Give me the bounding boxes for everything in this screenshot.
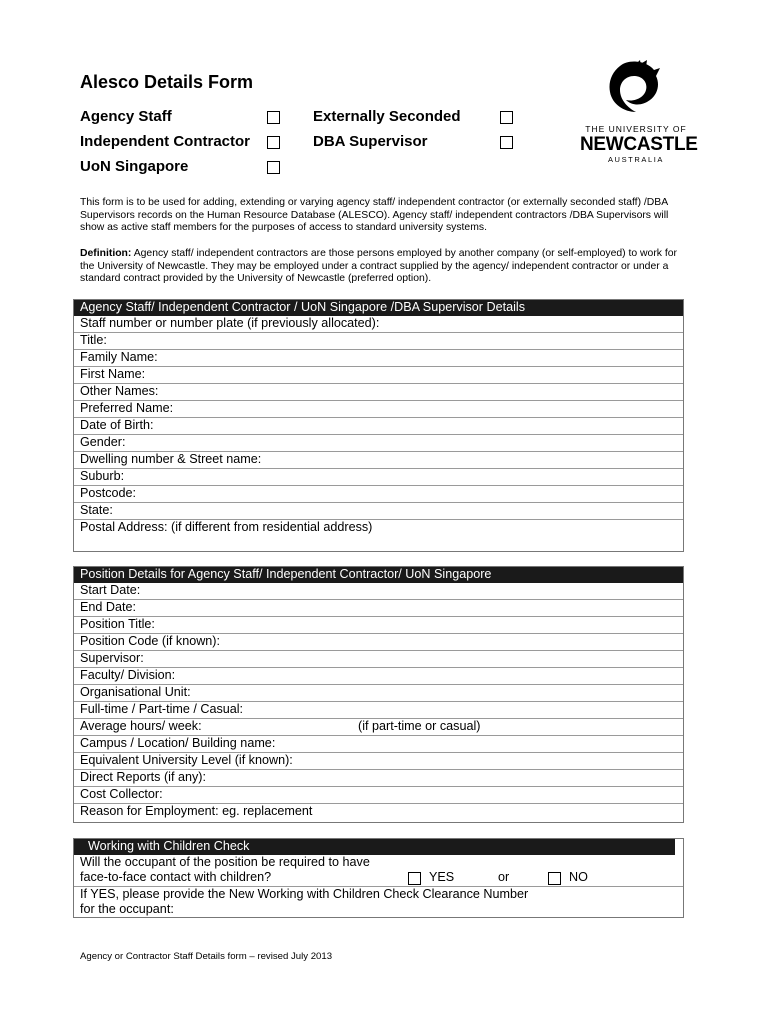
field-postal-address[interactable]: Postal Address: (if different from residential address) (80, 520, 373, 534)
wwc-header: Working with Children Check (74, 839, 675, 855)
definition-paragraph (80, 248, 690, 286)
wwc-followup-line1: If YES, please provide the New Working with Children Check Clearance Number (80, 887, 529, 901)
externally-seconded-label: Externally Seconded (313, 108, 461, 125)
uon-singapore-label: UoN Singapore (80, 158, 189, 175)
seahorse-crest-icon (606, 60, 662, 120)
field-title[interactable]: Title: (74, 333, 683, 350)
wwc-question-line1: Will the occupant of the position be required to have (80, 855, 370, 869)
wwc-yes-checkbox[interactable] (408, 872, 421, 885)
independent-contractor-label: Independent Contractor (80, 133, 251, 150)
field-street[interactable]: Dwelling number & Street name: (74, 452, 683, 469)
field-cost-collector[interactable]: Cost Collector: (74, 787, 683, 804)
field-gender[interactable]: Gender: (74, 435, 683, 452)
wwc-question-row (74, 870, 683, 887)
definition-text: Agency staff/ independent contractors are those persons employed by another company (or self-employed) to work for the University of Newcastle. They may be employed under a contract supplied by the agency/ independent contractor or under a standard contract provided by the University of Newcastle (preferred option). (80, 248, 677, 285)
field-supervisor[interactable]: Supervisor: (74, 651, 683, 668)
field-organisational-unit[interactable]: Organisational Unit: (74, 685, 683, 702)
definition-label: Definition: (80, 248, 132, 259)
footer-revision-note: Agency or Contractor Staff Details form – revised July 2013 (80, 951, 333, 962)
field-position-title[interactable]: Position Title: (74, 617, 683, 634)
intro-paragraph: This form is to be used for adding, extending or varying agency staff/ independent contractor (or externally seconded staff) /DBA Supervisors records on the Human Resource Database (ALESCO). Agency staff/ independent contractors /DBA Supervisors will show as active staff members for the purposes of access to standard university systems. (80, 197, 669, 234)
wwc-followup-line2[interactable]: for the occupant: (80, 902, 174, 916)
field-start-date[interactable]: Start Date: (74, 583, 683, 600)
externally-seconded-checkbox[interactable] (500, 111, 513, 124)
personal-details-header: Agency Staff/ Independent Contractor / UoN Singapore /DBA Supervisor Details (74, 300, 683, 316)
position-details-section (73, 566, 684, 823)
field-campus-location[interactable]: Campus / Location/ Building name: (74, 736, 683, 753)
wwc-no-label: NO (569, 870, 588, 884)
form-title: Alesco Details Form (80, 72, 254, 92)
field-university-level[interactable]: Equivalent University Level (if known): (74, 753, 683, 770)
logo-text-university-of: THE UNIVERSITY OF (585, 124, 687, 134)
average-hours-label: Average hours/ week: (80, 719, 202, 733)
field-average-hours[interactable] (74, 719, 683, 736)
field-family-name[interactable]: Family Name: (74, 350, 683, 367)
wwc-section (73, 838, 684, 918)
field-date-of-birth[interactable]: Date of Birth: (74, 418, 683, 435)
field-end-date[interactable]: End Date: (74, 600, 683, 617)
field-faculty-division[interactable]: Faculty/ Division: (74, 668, 683, 685)
wwc-no-checkbox[interactable] (548, 872, 561, 885)
dba-supervisor-label: DBA Supervisor (313, 133, 428, 150)
wwc-question-line2: face-to-face contact with children? (80, 870, 272, 884)
field-preferred-name[interactable]: Preferred Name: (74, 401, 683, 418)
field-other-names[interactable]: Other Names: (74, 384, 683, 401)
logo-text-australia: AUSTRALIA (607, 155, 665, 164)
logo-text-newcastle: NEWCASTLE (580, 134, 698, 155)
average-hours-note: (if part-time or casual) (358, 719, 481, 733)
position-details-header: Position Details for Agency Staff/ Independent Contractor/ UoN Singapore (74, 567, 683, 583)
field-postcode[interactable]: Postcode: (74, 486, 683, 503)
field-position-code[interactable]: Position Code (if known): (74, 634, 683, 651)
field-staff-number[interactable]: Staff number or number plate (if previously allocated): (74, 316, 683, 333)
wwc-yes-label: YES (429, 870, 455, 884)
agency-staff-label: Agency Staff (80, 108, 172, 125)
field-employment-type[interactable]: Full-time / Part-time / Casual: (74, 702, 683, 719)
wwc-or-label: or (498, 870, 510, 884)
field-state[interactable]: State: (74, 503, 683, 520)
uon-singapore-checkbox[interactable] (267, 161, 280, 174)
field-direct-reports[interactable]: Direct Reports (if any): (74, 770, 683, 787)
personal-details-section (73, 299, 684, 552)
independent-contractor-checkbox[interactable] (267, 136, 280, 149)
dba-supervisor-checkbox[interactable] (500, 136, 513, 149)
field-reason-for-employment[interactable]: Reason for Employment: eg. replacement (80, 804, 313, 818)
field-suburb[interactable]: Suburb: (74, 469, 683, 486)
agency-staff-checkbox[interactable] (267, 111, 280, 124)
field-first-name[interactable]: First Name: (74, 367, 683, 384)
